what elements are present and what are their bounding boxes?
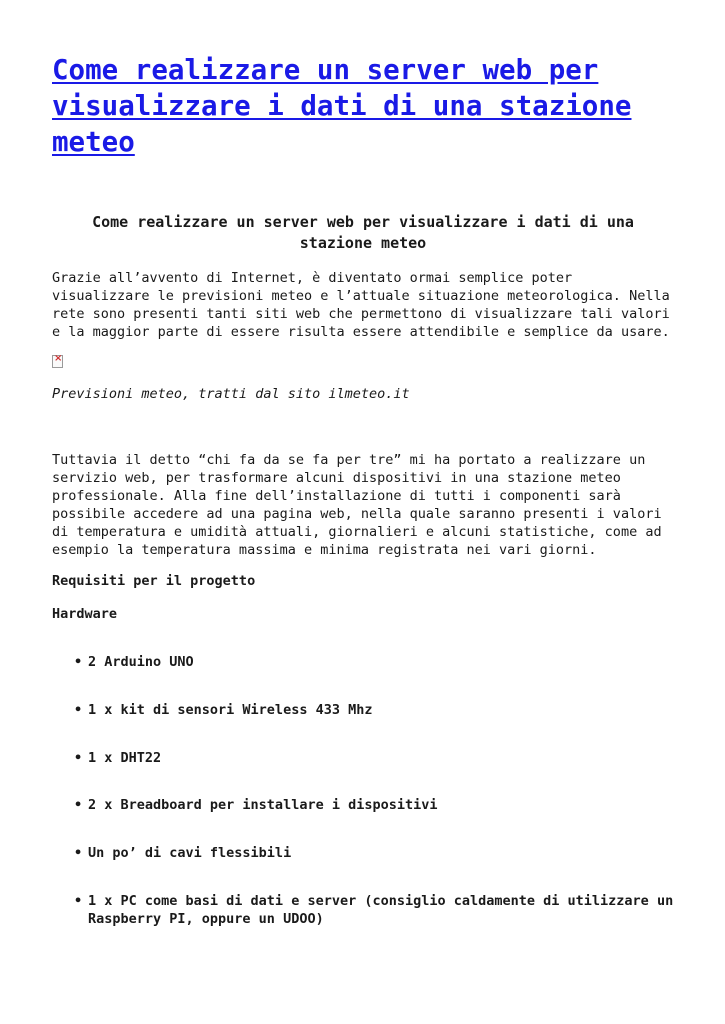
bullet-icon: •	[74, 702, 83, 718]
image-caption: Previsioni meteo, tratti dal sito ilmeteo.it	[52, 386, 410, 402]
hardware-heading: Hardware	[52, 606, 118, 622]
bullet-icon: •	[74, 654, 83, 670]
list-item	[74, 701, 674, 719]
bullet-icon: •	[74, 893, 83, 909]
list-item-text: 2 Arduino UNO	[88, 654, 194, 670]
bullet-icon: •	[74, 797, 83, 813]
list-item-text: 2 x Breadboard per installare i dispositivi	[88, 797, 438, 813]
list-item	[74, 653, 674, 671]
list-item	[74, 844, 674, 862]
bullet-icon: •	[74, 750, 83, 766]
list-item-text: 1 x kit di sensori Wireless 433 Mhz	[88, 702, 373, 718]
list-item-text: 1 x DHT22	[88, 750, 162, 766]
article-title-link[interactable]: Come realizzare un server web per visualizzare i dati di una stazione meteo	[52, 54, 632, 158]
list-item-text: 1 x PC come basi di dati e server (consiglio caldamente di utilizzare un Raspberry PI, oppure un UDOO)	[88, 893, 674, 927]
list-item	[74, 796, 674, 814]
intro-paragraph: Grazie all’avvento di Internet, è diventato ormai semplice poter visualizzare le previsioni meteo e l’attuale situazione meteorologica. Nella rete sono presenti tanti siti web che permettono di visualizzare tali valori e la maggior parte di essere risulta essere attendibile e semplice da usare.	[52, 270, 670, 340]
list-item-text: Un po’ di cavi flessibili	[88, 845, 292, 861]
list-item	[74, 892, 674, 928]
broken-image-icon: ×	[52, 355, 63, 368]
requirements-heading: Requisiti per il progetto	[52, 573, 256, 589]
bullet-icon: •	[74, 845, 83, 861]
article-subtitle: Come realizzare un server web per visualizzare i dati di una stazione meteo	[92, 213, 634, 252]
body-paragraph: Tuttavia il detto “chi fa da se fa per tre” mi ha portato a realizzare un servizio web, per trasformare alcuni dispositivi in una stazione meteo professionale. Alla fine dell’installazione di tutti i componenti sarà possibile accedere ad una pagina web, nella quale saranno presenti i valori di temperatura e umidità attuali, giornalieri e alcuni statistiche, come ad esempio la temperatura massima e minima registrata nei vari giorni.	[52, 452, 662, 558]
list-item	[74, 749, 674, 767]
